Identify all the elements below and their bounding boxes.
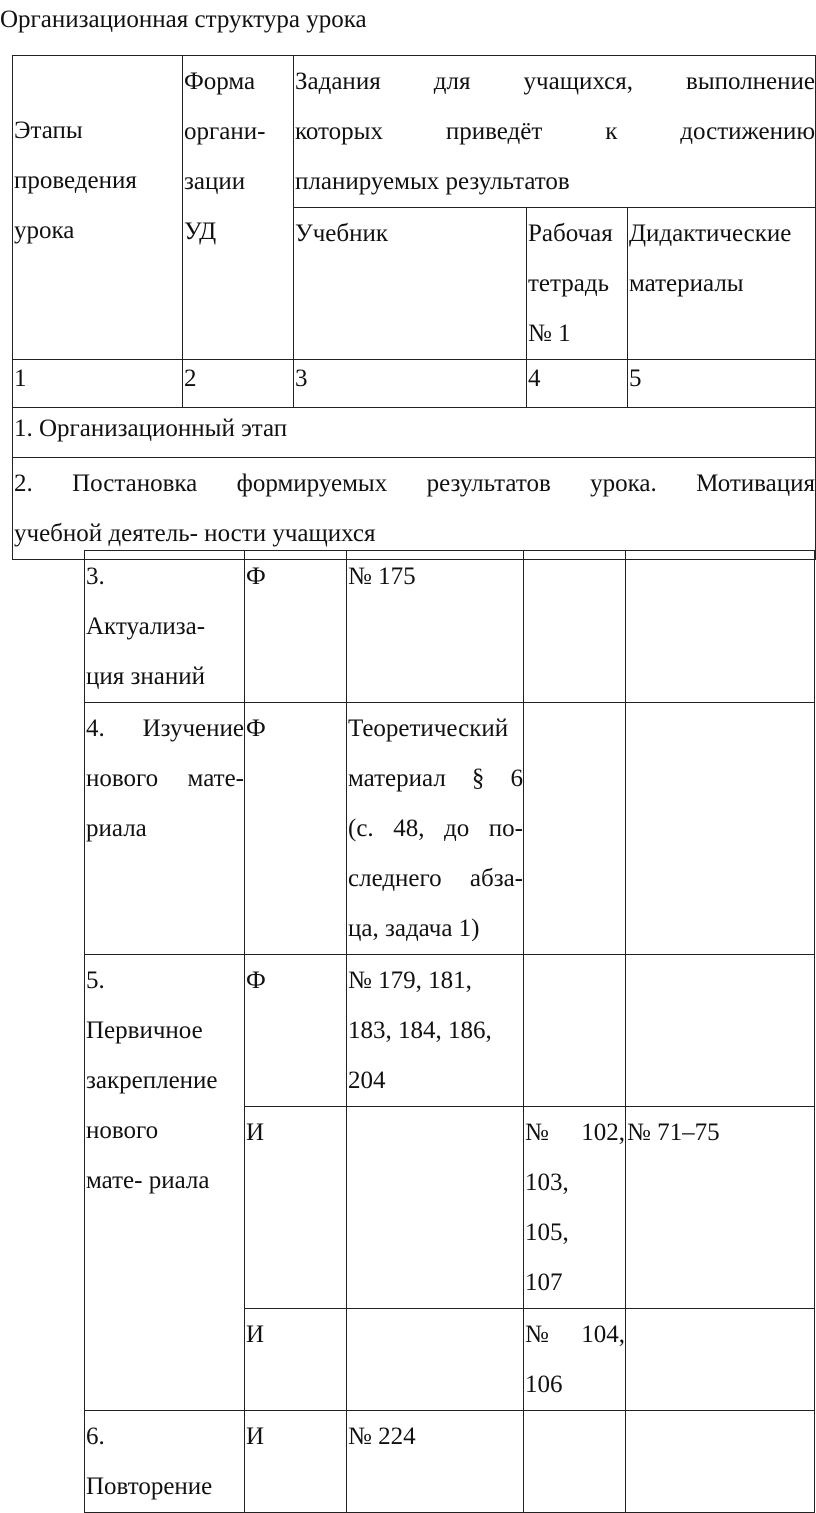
stage-5b-textbook: [347, 1107, 524, 1309]
stage-5b-workbook-line: 107: [525, 1269, 563, 1296]
stage-5a-textbook-line: № 179, 181,: [348, 967, 472, 994]
header-form-line: Форма: [184, 68, 256, 95]
column-number: 4: [527, 360, 628, 408]
stage-4-textbook-line: материал § 6: [348, 765, 523, 792]
stage-6-didactic: [626, 1411, 815, 1513]
stage-2-row: [13, 458, 816, 560]
stage-4-line: нового мате-: [86, 765, 244, 792]
stage-6-name: [85, 1411, 245, 1513]
stage-5b-workbook-line: 103,: [525, 1169, 569, 1196]
header-form-line: органи-: [184, 118, 266, 145]
stage-3-line: Актуализа-: [86, 613, 206, 640]
stage-4-textbook-line: Теоретический: [348, 715, 509, 742]
stage-3-workbook: [524, 551, 626, 703]
header-form-line: УД: [184, 218, 217, 245]
stage-5c-workbook: [524, 1309, 626, 1411]
stage-5c-workbook-line: № 104,: [525, 1321, 625, 1348]
stage-6-textbook: № 224: [347, 1411, 524, 1513]
header-form-line: зации: [184, 168, 246, 195]
header-workbook: [527, 208, 628, 360]
stage-5a-workbook: [524, 955, 626, 1107]
stage-5-line: Первичное: [86, 1017, 203, 1044]
column-number: 2: [183, 360, 294, 408]
page-title: Организационная структура урока: [0, 6, 367, 33]
column-number: 1: [13, 360, 183, 408]
stage-4-line: риала: [86, 815, 147, 842]
stage-6-form: И: [245, 1411, 347, 1513]
stage-5c-workbook-line: 106: [525, 1371, 563, 1398]
stage-1-row: 1. Организационный этап: [13, 408, 816, 458]
stage-4-line: 4. Изучение: [86, 715, 244, 742]
header-tasks: [294, 56, 816, 208]
stage-4-workbook: [524, 703, 626, 955]
header-textbook: Учебник: [294, 208, 527, 360]
stage-3-didactic: [626, 551, 815, 703]
stage-5-line: закрепление: [86, 1067, 218, 1094]
stage-4-name: [85, 703, 245, 955]
stage-5c-textbook: [347, 1309, 524, 1411]
stage-5b-workbook-line: № 102,: [525, 1119, 625, 1146]
stage-5a-form: Ф: [245, 955, 347, 1107]
stage-5a-textbook-line: 183, 184, 186,: [348, 1017, 492, 1044]
header-didactic: [628, 208, 816, 360]
stage-5b-workbook: [524, 1107, 626, 1309]
lesson-structure-table-body: [84, 550, 815, 1513]
header-tasks-line: планируемых результатов: [295, 168, 570, 195]
stage-2-line: 2. Постановка формируемых результатов урока. Мотивация: [14, 470, 816, 497]
stage-5-line: 5.: [86, 967, 105, 994]
stage-4-textbook: [347, 703, 524, 955]
stage-5-line: нового: [86, 1117, 159, 1144]
lesson-structure-table-header: [12, 55, 816, 560]
header-form: [183, 56, 294, 360]
stage-2-line: учебной деятель- ности учащихся: [14, 520, 376, 547]
stage-3-name: [85, 551, 245, 703]
stage-3-form: Ф: [245, 551, 347, 703]
stage-5a-didactic: [626, 955, 815, 1107]
stage-5b-workbook-line: 105,: [525, 1219, 569, 1246]
header-didactic-line: материалы: [629, 270, 744, 297]
header-workbook-line: тетрадь: [528, 270, 609, 297]
stage-4-didactic: [626, 703, 815, 955]
stage-5b-didactic: № 71–75: [626, 1107, 815, 1309]
stage-4-textbook-line: следнего абза-: [348, 865, 523, 892]
stage-4-form: Ф: [245, 703, 347, 955]
stage-5a-textbook-line: 204: [348, 1067, 386, 1094]
header-stages: [13, 56, 183, 360]
header-didactic-line: Дидактические: [629, 220, 792, 247]
stage-6-line: 6.: [86, 1423, 105, 1450]
stage-4-textbook-line: ца, задача 1): [348, 915, 480, 942]
header-workbook-line: Рабочая: [528, 220, 613, 247]
header-stages-line: урока: [14, 217, 75, 244]
header-tasks-line: которых приведёт к достижению: [295, 118, 816, 145]
stage-5-line: мате- риала: [86, 1167, 210, 1194]
stage-3-line: ция знаний: [86, 663, 205, 690]
header-stages-line: проведения: [14, 167, 137, 194]
stage-3-textbook: № 175: [347, 551, 524, 703]
stage-5a-textbook: [347, 955, 524, 1107]
stage-5b-form: И: [245, 1107, 347, 1309]
stage-3-line: 3.: [86, 563, 105, 590]
header-stages-line: Этапы: [14, 117, 83, 144]
stage-5c-form: И: [245, 1309, 347, 1411]
stage-5-name: [85, 955, 245, 1411]
column-number: 3: [294, 360, 527, 408]
stage-5c-didactic: [626, 1309, 815, 1411]
stage-6-workbook: [524, 1411, 626, 1513]
stage-4-textbook-line: (с. 48, до по-: [348, 815, 523, 842]
header-tasks-line: Задания для учащихся, выполнение: [295, 68, 816, 95]
column-number: 5: [628, 360, 816, 408]
header-workbook-line: № 1: [528, 320, 571, 347]
stage-6-line: Повторение: [86, 1473, 213, 1500]
